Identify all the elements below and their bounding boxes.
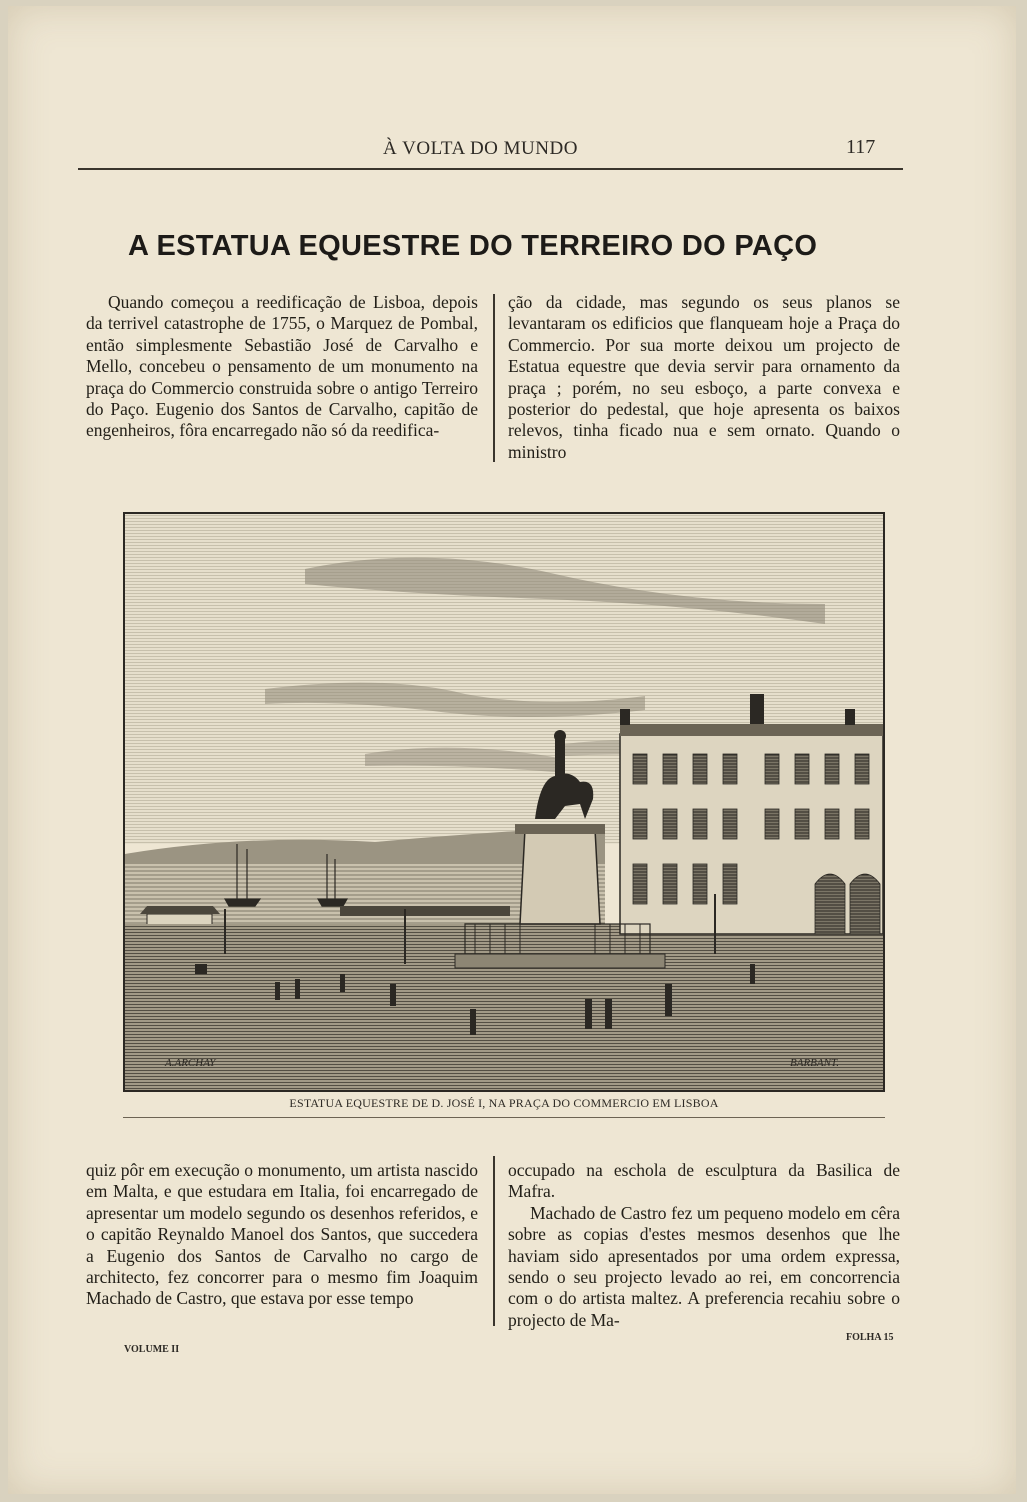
sheet-label: FOLHA 15 <box>846 1332 894 1343</box>
engraver-signature-left: A.ARCHAY <box>165 1057 216 1069</box>
paragraph: quiz pôr em execução o monumento, um artista nascido em Malta, e que estudara em Italia, foi encarregado de apresentar um modelo segundo os desenhos referidos, e o capitão Reynaldo Manoel dos Santos, que succedera a Eugenio dos Santos de Carvalho no cargo de architecto, fez concorrer para o mesmo fim Joaquim Machado de Castro, que estava por esse tempo <box>86 1160 478 1309</box>
page-number: 117 <box>846 136 876 158</box>
engraving-illustration <box>123 512 885 1092</box>
paragraph: ção da cidade, mas segundo os seus planos se levantaram os edificios que flanqueam hoje a Praça do Commercio. Por sua morte deixou um projecto de Estatua equestre que devia servir para ornamento da praça ; porém, no seu esboço, a parte convexa e posterior do pedestal, que hoje apresenta os baixos relevos, tinha ficado nua e sem ornato. Quando o ministro <box>508 292 900 462</box>
paragraph: Quando começou a reedificação de Lisboa, depois da terrivel catastrophe de 1755, o Marquez de Pombal, então simplesmente Sebastião José de Carvalho e Mello, concebeu o pensamento de um monumento na praça do Commercio construida sobre o antigo Terreiro do Paço. Eugenio dos Santos de Carvalho, capitão de engenheiros, fôra encarregado não só da reedifica- <box>86 292 478 441</box>
article-headline: A ESTATUA EQUESTRE DO TERREIRO DO PAÇO <box>128 230 818 262</box>
text-column-left-bottom <box>86 1160 478 1310</box>
document-page <box>8 6 1016 1494</box>
illustration-caption: ESTATUA EQUESTRE DE D. JOSÉ I, NA PRAÇA DO COMMERCIO EM LISBOA <box>289 1096 719 1110</box>
caption-rule <box>123 1117 885 1118</box>
praca-do-commercio-engraving <box>125 514 883 1090</box>
text-column-left-top <box>86 292 478 442</box>
text-column-right-top <box>508 292 900 463</box>
text-column-right-bottom <box>508 1160 900 1331</box>
column-divider <box>493 294 495 462</box>
engraver-signature-right: BARBANT. <box>790 1057 839 1069</box>
column-divider <box>493 1156 495 1326</box>
paragraph: Machado de Castro fez um pequeno modelo em cêra sobre as copias d'estes mesmos desenhos que lhe haviam sido apresentados por uma ordem expressa, sendo o seu projecto levado ao rei, em concorrencia com o do artista maltez. A preferencia recahiu sobre o projecto de Ma- <box>508 1202 900 1330</box>
header-rule <box>78 168 903 170</box>
running-header-title: À VOLTA DO MUNDO <box>383 138 578 159</box>
paragraph: occupado na eschola de esculptura da Basilica de Mafra. <box>508 1160 900 1202</box>
volume-label: VOLUME II <box>124 1344 180 1355</box>
